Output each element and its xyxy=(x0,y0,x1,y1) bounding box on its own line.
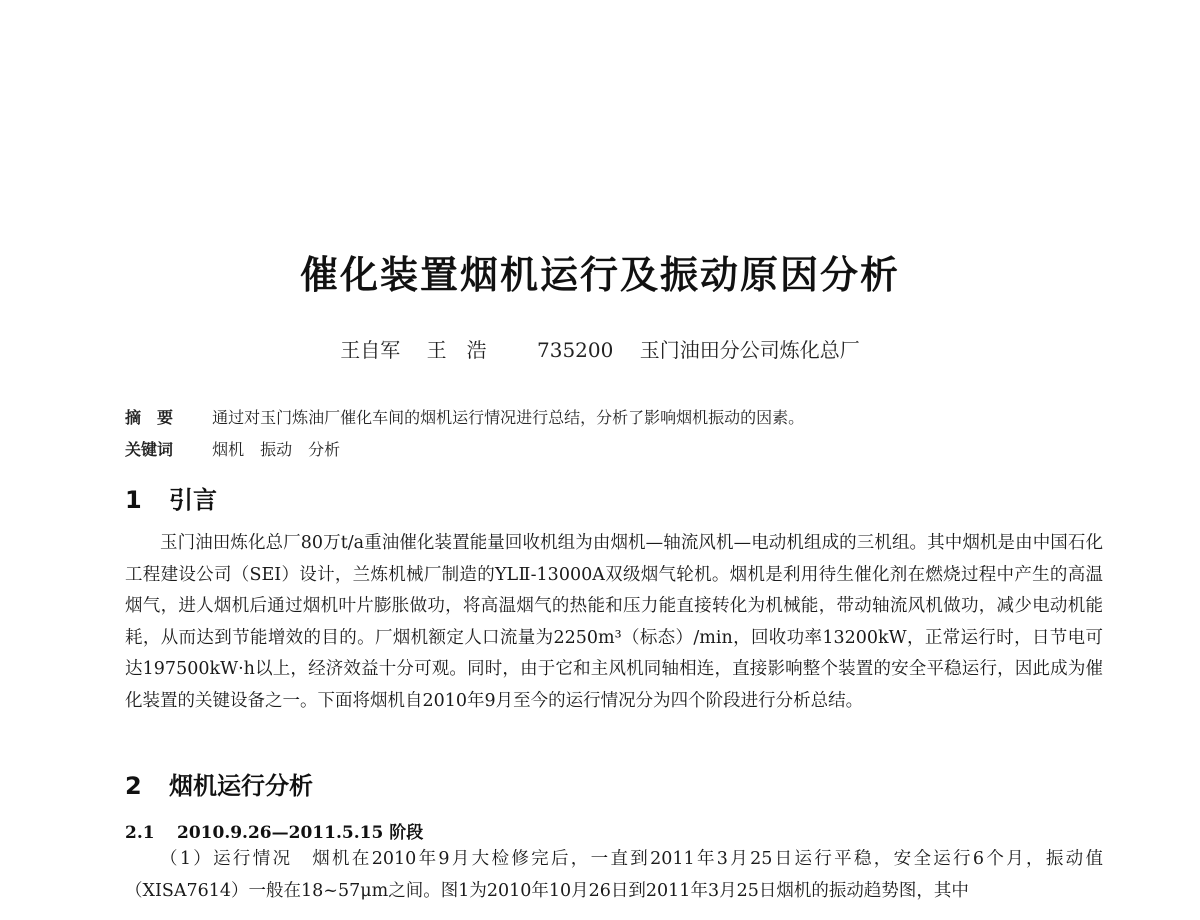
section-title: 烟机运行分析 xyxy=(169,772,313,800)
paper-title: 催化装置烟机运行及振动原因分析 xyxy=(299,253,900,297)
affiliation: 玉门油田分公司炼化总厂 xyxy=(639,338,860,362)
subsection-title: 2010.9.26—2011.5.15 阶段 xyxy=(177,823,424,843)
section-number: 2 xyxy=(125,772,142,800)
section-heading xyxy=(125,480,217,515)
keywords-label: 关键词 xyxy=(125,440,174,459)
subsection-heading xyxy=(125,818,423,843)
body-paragraph: 玉门油田炼化总厂80万t/a重油催化装置能量回收机组为由烟机—轴流风机—电动机组成的三机组。其中烟机是由中国石化工程建设公司（SEI）设计，兰炼机械厂制造的YLⅡ-13000A双级烟气轮机。烟机是利用待生催化剂在燃烧过程中产生的高温烟气，进人烟机后通过烟机叶片膨胀做功，将高温烟气的热能和压力能直接转化为机械能，带动轴流风机做功，减少电动机能耗，从而达到节能增效的目的。厂烟机额定人口流量为2250m³（标态）/min，回收功率13200kW，正常运行时，日节电可达197500kW·h以上，经济效益十分可观。同时，由于它和主风机同轴相连，直接影响整个装置的安全平稳运行，因此成为催化装置的关键设备之一。下面将烟机自2010年9月至今的运行情况分为四个阶段进行分析总结。 xyxy=(125,533,1103,711)
postal-code: 735200 xyxy=(537,338,614,362)
keywords-text: 烟机 振动 分析 xyxy=(212,440,341,459)
section-number: 1 xyxy=(125,486,142,514)
author-line xyxy=(0,334,1200,363)
keywords xyxy=(125,437,340,460)
section-heading xyxy=(125,766,313,801)
author-name: 王自军 xyxy=(340,338,401,362)
section-title: 引言 xyxy=(169,486,217,514)
subsection-number: 2.1 xyxy=(125,823,155,843)
body-paragraph: （1）运行情况 烟机在2010年9月大检修完后，一直到2011年3月25日运行平稳，安全运行6个月，振动值（XISA7614）一般在18~57μm之间。图1为2010年10月26日到2011年3月25日烟机的振动趋势图，其中 xyxy=(125,849,1103,901)
abstract xyxy=(125,405,804,428)
abstract-text: 通过对玉门炼油厂催化车间的烟机运行情况进行总结，分析了影响烟机振动的因素。 xyxy=(212,408,805,427)
author-name: 王 浩 xyxy=(426,338,487,362)
abstract-label: 摘 要 xyxy=(125,408,174,427)
